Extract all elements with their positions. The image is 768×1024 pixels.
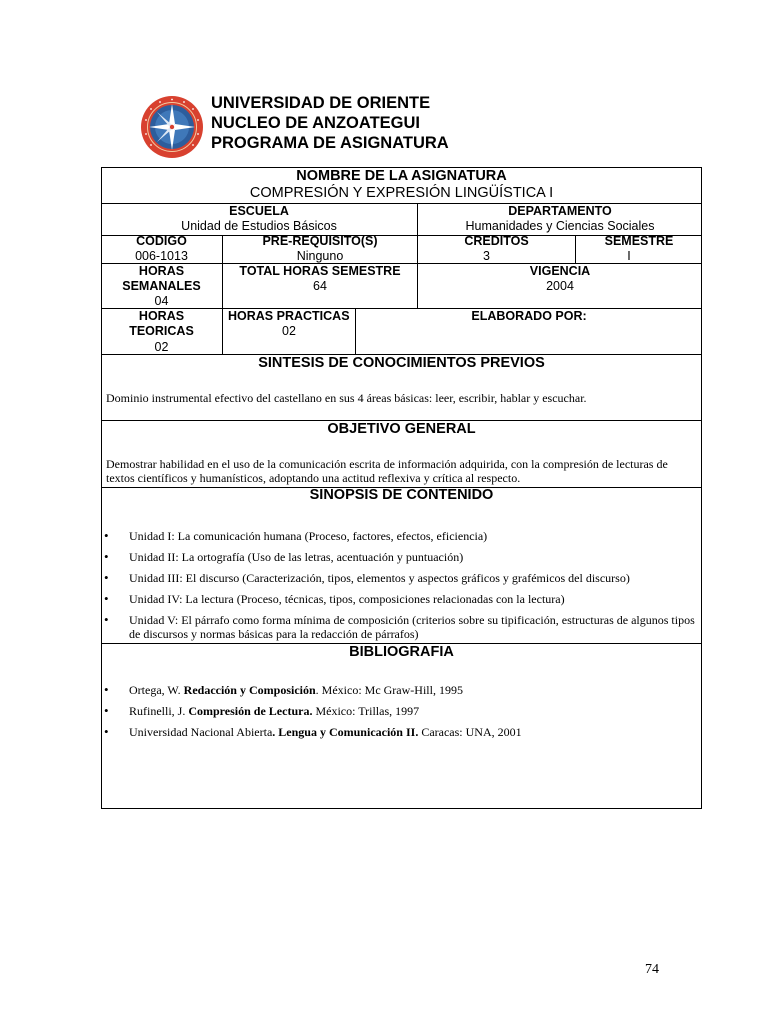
codigo-label: CODIGO [136, 234, 187, 248]
sinopsis-title: SINOPSIS DE CONTENIDO [309, 487, 494, 503]
sintesis-title: SINTESIS DE CONOCIMIENTOS PREVIOS [258, 355, 545, 371]
bullet-icon: • [104, 570, 109, 585]
campus-name: NUCLEO DE ANZOATEGUI [211, 114, 420, 132]
document-header [211, 93, 449, 153]
bullet-icon: • [104, 724, 109, 739]
vigencia-label: VIGENCIA [529, 264, 591, 278]
elaborado-por-label: ELABORADO POR: [471, 309, 587, 323]
horas-teoricas-label-line1: HORAS [138, 309, 185, 323]
bullet-icon: • [104, 612, 109, 627]
university-name: UNIVERSIDAD DE ORIENTE [211, 94, 431, 112]
book-title: Compresión de Lectura. [188, 704, 313, 718]
document-type: PROGRAMA DE ASIGNATURA [211, 134, 449, 152]
bibliografia-list [101, 683, 702, 746]
bullet-icon: • [104, 703, 109, 718]
objetivo-title: OBJETIVO GENERAL [327, 421, 476, 437]
semestre-value: I [627, 249, 631, 263]
total-horas-label: TOTAL HORAS SEMESTRE [239, 264, 401, 278]
sintesis-text: Dominio instrumental efectivo del castellano en sus 4 áreas básicas: leer, escribir, hablar y escuchar. [106, 391, 587, 405]
horas-teoricas-label-line2: TEORICAS [129, 324, 194, 338]
creditos-value: 3 [483, 249, 490, 263]
horas-teoricas-value: 02 [154, 340, 169, 354]
prerequisito-label: PRE-REQUISITO(S) [262, 234, 378, 248]
course-name-value: COMPRESIÓN Y EXPRESIÓN LINGÜÍSTICA I [249, 185, 554, 201]
list-item: • Unidad IV: La lectura (Proceso, técnicas, tipos, composiciones relacionadas con la lectura) [104, 591, 565, 606]
escuela-value: Unidad de Estudios Básicos [181, 219, 337, 233]
list-item: • Rufinelli, J. Compresión de Lectura. México: Trillas, 1997 [104, 703, 420, 718]
bullet-icon: • [104, 528, 109, 543]
list-item: • Ortega, W. Redacción y Composición. México: Mc Graw-Hill, 1995 [104, 682, 463, 697]
book-title: . Lengua y Comunicación II. [272, 725, 419, 739]
creditos-label: CREDITOS [464, 234, 529, 248]
horas-practicas-value: 02 [282, 324, 296, 338]
total-horas-value: 64 [313, 279, 327, 293]
course-name-label: NOMBRE DE LA ASIGNATURA [296, 168, 507, 184]
horas-semanales-label-line1: HORAS [138, 264, 185, 278]
semestre-label: SEMESTRE [604, 234, 674, 248]
escuela-label: ESCUELA [229, 204, 289, 218]
page-number: 74 [645, 962, 659, 977]
course-program-form [101, 167, 702, 809]
horas-semanales-value: 04 [154, 294, 169, 308]
departamento-value: Humanidades y Ciencias Sociales [465, 219, 655, 233]
departamento-label: DEPARTAMENTO [508, 204, 612, 218]
book-title: Redacción y Composición [183, 683, 316, 697]
list-item: • Unidad III: El discurso (Caracterización, tipos, elementos y aspectos gráficos y grafémicos del discurso) [104, 570, 630, 585]
bibliografia-title: BIBLIOGRAFIA [349, 644, 454, 660]
list-item: • Universidad Nacional Abierta. Lengua y Comunicación II. Caracas: UNA, 2001 [104, 724, 522, 739]
bullet-icon: • [104, 549, 109, 564]
bullet-icon: • [104, 591, 109, 606]
codigo-value: 006-1013 [135, 249, 188, 263]
bullet-icon: • [104, 682, 109, 697]
list-item: • Unidad II: La ortografía (Uso de las letras, acentuación y puntuación) [104, 549, 464, 564]
objetivo-text-line2: textos científicos y humanísticos, adoptando una actitud reflexiva y crítica al respecto. [106, 471, 521, 485]
objetivo-text-line1: Demostrar habilidad en el uso de la comunicación escrita de información adquirida, con la compresión de lecturas de [106, 457, 668, 471]
sinopsis-list [101, 529, 702, 648]
vigencia-value: 2004 [546, 279, 574, 293]
prerequisito-value: Ninguno [296, 249, 344, 263]
horas-practicas-label: HORAS PRACTICAS [228, 309, 350, 323]
list-item: • Unidad I: La comunicación humana (Proceso, factores, efectos, eficiencia) [104, 528, 488, 543]
university-seal-icon [140, 95, 204, 159]
horas-semanales-label-line2: SEMANALES [122, 279, 201, 293]
list-item: • Unidad V: El párrafo como forma mínima de composición (criterios sobre su tipificación, estructuras de algunos tipos de discursos y normas básicas para la redacción de párrafos) [104, 612, 695, 641]
